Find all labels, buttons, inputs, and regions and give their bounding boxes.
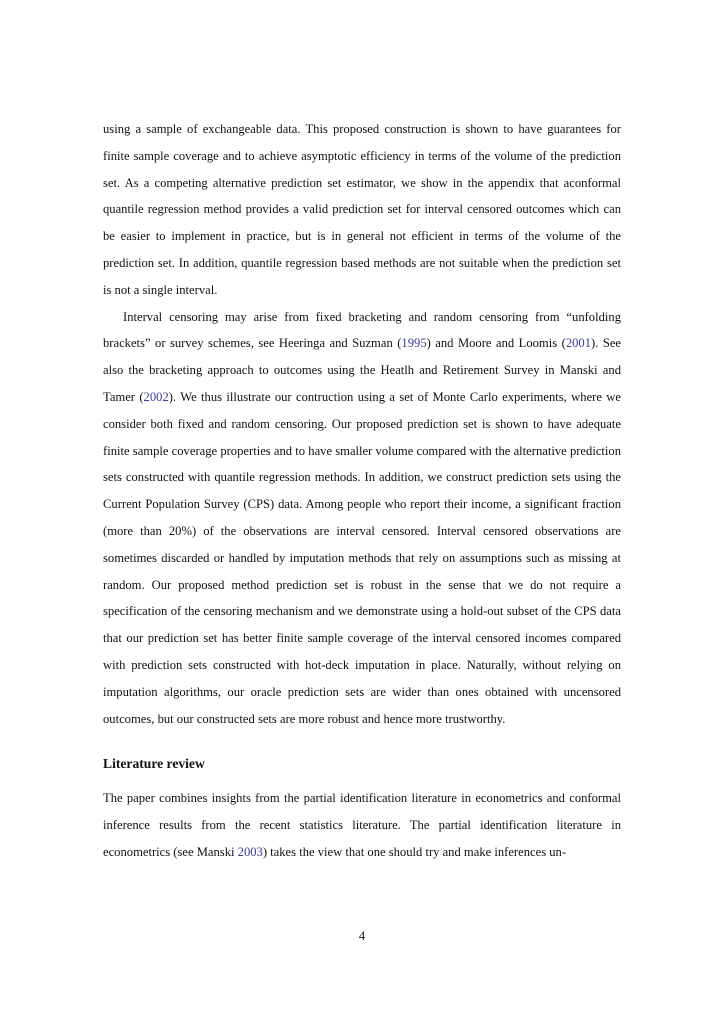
paragraph-2-text-3: ). See also the bracketing approach to outcomes using the Heatlh and Retirement Survey in Manski and Tamer ( (103, 336, 622, 404)
paragraph-2 (103, 304, 621, 733)
paragraph-2-text-2: ) and Moore and Loomis ( (426, 336, 566, 351)
citation-moore-loomis[interactable]: 2001 (565, 336, 591, 351)
paragraph-3-text-1: The paper combines insights from the partial identification literature in econometrics and conformal inference results from the recent statistics literature. The partial identification literature in econometrics (see Manski (103, 791, 621, 859)
paragraph-2-text-1: Interval censoring may arise from fixed bracketing and random censoring from “unfolding brackets” or survey schemes, see Heeringa and Suzman ( (103, 309, 621, 351)
page-number: 4 (358, 929, 366, 943)
paragraph-1: using a sample of exchangeable data. This proposed construction is shown to have guarantees for finite sample coverage and to achieve asymptotic efficiency in terms of the volume of the prediction set. As a competing alternative prediction set estimator, we show in the appendix that aconformal quantile regression method provides a valid prediction set for interval censored outcomes which can be easier to implement in practice, but is in general not efficient in terms of the volume of the prediction set. In addition, quantile regression based methods are not suitable when the prediction set is not a single interval. (103, 122, 621, 297)
citation-manski-tamer[interactable]: 2002 (143, 389, 169, 404)
paragraph-3 (103, 785, 621, 865)
paragraph-2-text-4: ). We thus illustrate our contruction using a set of Monte Carlo experiments, where we consider both fixed and random censoring. Our proposed prediction set is shown to have adequate finite sample coverage properties and to have smaller volume compared with the alternative prediction sets constructed with quantile regression methods. In addition, we construct prediction sets using the Current Population Survey (CPS) data. Among people who report their income, a significant fraction (more than 20%) of the observations are interval censored. Interval censored observations are sometimes discarded or handled by imputation methods that rely on assumptions such as missing at random. Our proposed method prediction set is robust in the sense that we do not require a specification of the censoring mechanism and we demonstrate using a hold-out subset of the CPS data that our prediction set has better finite sample coverage of the interval censored incomes compared with prediction sets constructed with hot-deck imputation in place. Naturally, without relying on imputation algorithms, our oracle prediction sets are wider than ones obtained with uncensored outcomes, but our constructed sets are more robust and hence more trustworthy. (103, 389, 621, 726)
citation-manski[interactable]: 2003 (237, 844, 263, 859)
section-heading-literature-review: Literature review (103, 756, 205, 772)
body-text (103, 116, 621, 866)
paragraph-3-text-2: ) takes the view that one should try and make inferences un- (262, 844, 567, 859)
citation-heeringa-suzman[interactable]: 1995 (401, 336, 427, 351)
